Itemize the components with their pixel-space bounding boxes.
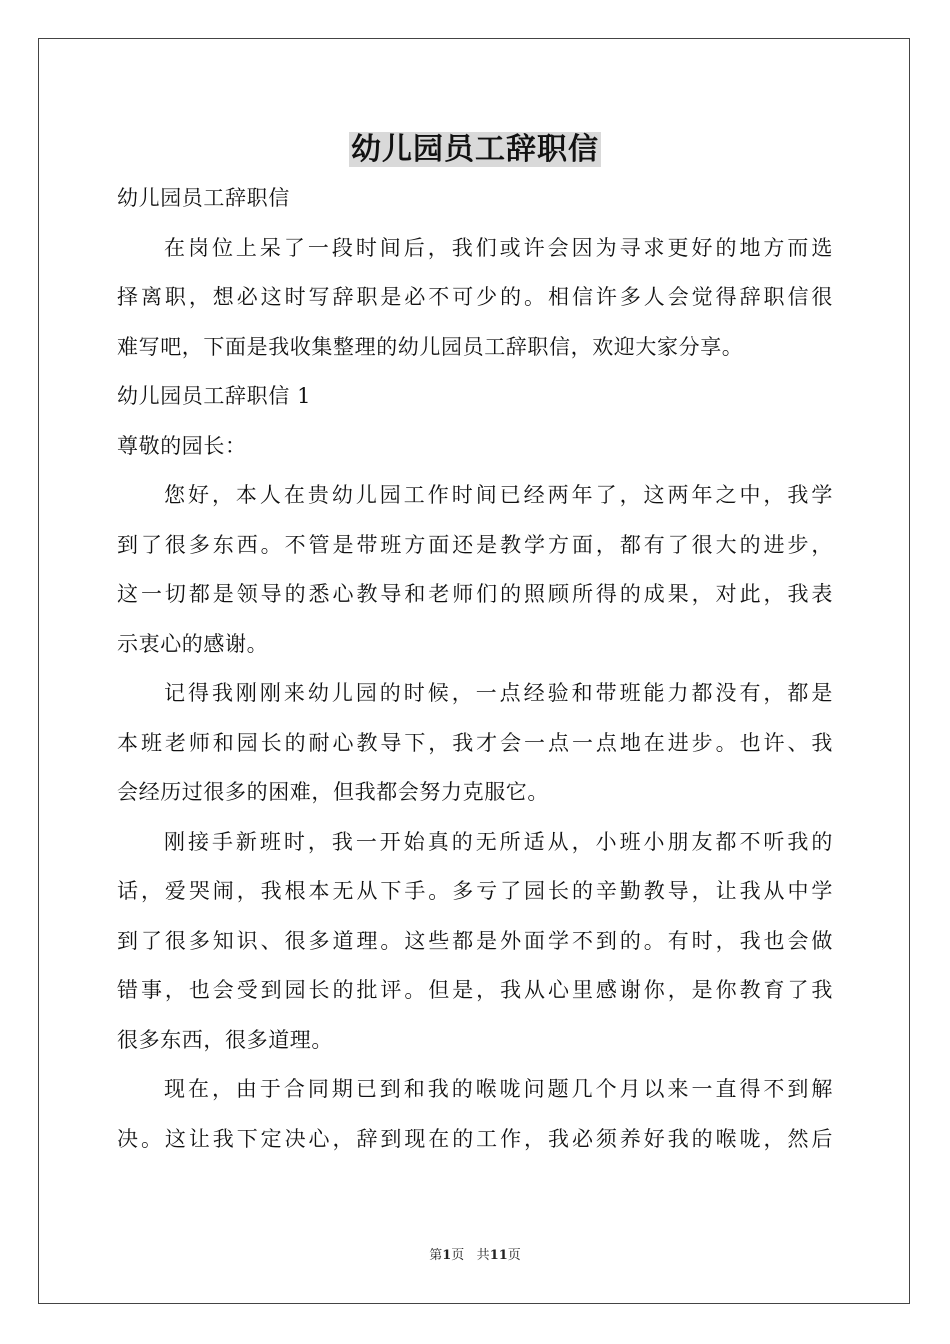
page-footer	[0, 1246, 950, 1266]
footer-page-number: 1	[442, 1248, 452, 1263]
document-body	[117, 174, 833, 1164]
text-line: 现在，由于合同期已到和我的喉咙问题几个月以来一直得不到解	[164, 1077, 833, 1101]
text-line: 在岗位上呆了一段时间后，我们或许会因为寻求更好的地方而选	[164, 235, 833, 260]
text-line: 到了很多知识、很多道理。这些都是外面学不到的。有时，我也会做	[117, 928, 833, 953]
footer-prefix: 第	[429, 1248, 443, 1263]
text-line: 错事，也会受到园长的批评。但是，我从心里感谢你，是你教育了我	[117, 978, 833, 1002]
text-line: 幼儿园员工辞职信 1	[117, 384, 312, 408]
text-line: 会经历过很多的困难，但我都会努力克服它。	[117, 780, 549, 804]
text-line: 您好，本人在贵幼儿园工作时间已经两年了，这两年之中，我学	[164, 483, 833, 507]
text-line: 难写吧，下面是我收集整理的幼儿园员工辞职信，欢迎大家分享。	[117, 334, 744, 359]
footer-total-suffix: 页	[507, 1248, 521, 1263]
text-line: 记得我刚刚来幼儿园的时候，一点经验和带班能力都没有，都是	[164, 681, 833, 705]
text-line: 刚接手新班时，我一开始真的无所适从，小班小朋友都不听我的	[164, 829, 833, 854]
document-title-text: 幼儿园员工辞职信	[351, 132, 599, 167]
text-line: 尊敬的园长：	[117, 433, 247, 458]
text-line: 择离职，想必这时写辞职是必不可少的。相信许多人会觉得辞职信很	[117, 285, 833, 309]
text-line: 很多东西，很多道理。	[117, 1027, 333, 1052]
text-line: 这一切都是领导的悉心教导和老师们的照顾所得的成果，对此，我表	[117, 582, 833, 606]
text-line: 幼儿园员工辞职信	[117, 186, 290, 210]
text-line: 话，爱哭闹，我根本无从下手。多亏了园长的辛勤教导，让我从中学	[117, 879, 833, 903]
text-line: 本班老师和园长的耐心教导下，我才会一点一点地在进步。也许、我	[117, 730, 833, 755]
footer-total-pages: 11	[489, 1248, 508, 1263]
text-line: 示衷心的感谢。	[117, 631, 269, 656]
document-title	[0, 126, 950, 174]
footer-total-prefix: 共	[476, 1248, 490, 1263]
text-line: 到了很多东西。不管是带班方面还是教学方面，都有了很大的进步，	[117, 532, 833, 557]
footer-page-suffix: 页	[451, 1248, 465, 1263]
text-line: 决。这让我下定决心，辞到现在的工作，我必须养好我的喉咙，然后	[117, 1126, 833, 1151]
